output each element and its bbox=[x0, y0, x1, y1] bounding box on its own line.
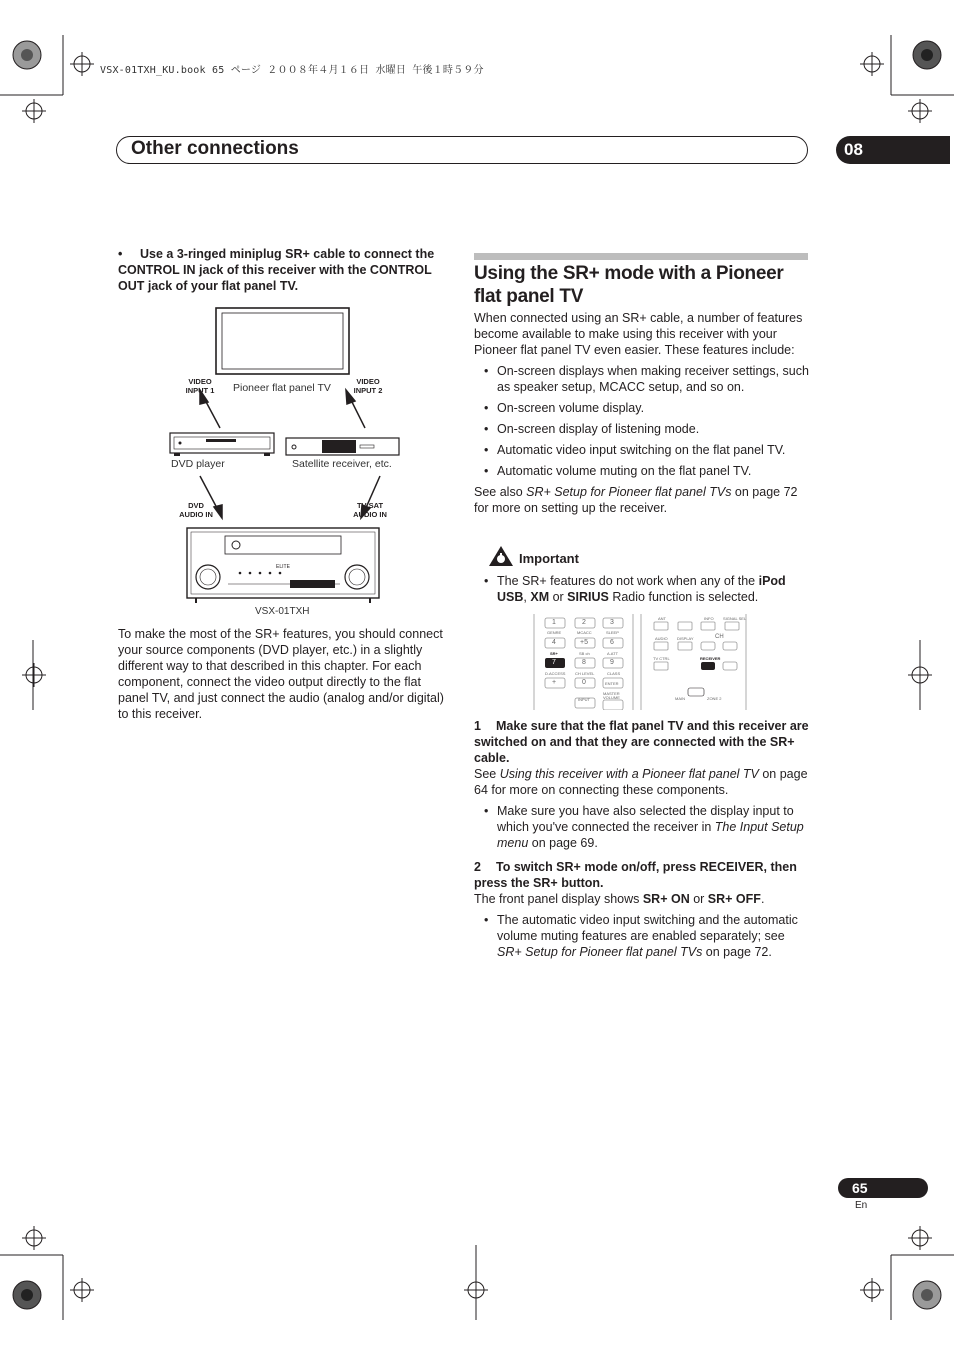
dvd-audio-in-label: DVD AUDIO IN bbox=[179, 501, 213, 519]
step-2-display: The front panel display shows SR+ ON or SR+ OFF. bbox=[474, 892, 765, 906]
tv-sat-audio-in-label: TV SAT AUDIO IN bbox=[353, 501, 387, 519]
important-title: Important bbox=[519, 551, 579, 566]
important-note bbox=[474, 573, 812, 610]
step-1-see: See Using this receiver with a Pioneer flat panel TV on page 64 for more on connecting these components. bbox=[474, 767, 808, 797]
step-1-title: 1 Make sure that the flat panel TV and this receiver are switched on and that they are connected with the SR+ cable. bbox=[474, 719, 809, 765]
bullet-instruction: • Use a 3-ringed miniplug SR+ cable to connect the CONTROL IN jack of this receiver with the CONTROL OUT jack of your flat panel TV. bbox=[118, 247, 435, 293]
satellite-receiver-icon bbox=[286, 438, 399, 455]
list-item: • On-screen display of listening mode. bbox=[474, 421, 812, 437]
step-1 bbox=[474, 718, 812, 856]
chapter-number: 08 bbox=[836, 136, 950, 164]
video-input-2-label: VIDEO INPUT 2 bbox=[353, 377, 383, 395]
receiver-label: VSX-01TXH bbox=[255, 606, 310, 617]
language-code: En bbox=[855, 1200, 868, 1211]
list-item: • The SR+ features do not work when any of the iPod USB, XM or SIRIUS Radio function is selected. bbox=[474, 573, 812, 605]
page-title: Other connections bbox=[131, 138, 299, 159]
list-item: • The automatic video input switching and the automatic volume muting features are enabled separately; see SR+ Setup for Pioneer flat panel TVs on page 72. bbox=[474, 912, 812, 960]
right-body bbox=[474, 310, 812, 516]
video-input-1-label: VIDEO INPUT 1 bbox=[185, 377, 215, 395]
list-item: • Make sure you have also selected the display input to which you've connected the receiver in The Input Setup menu on page 69. bbox=[474, 803, 812, 851]
sr-plus-paragraph: To make the most of the SR+ features, you should connect your source components (DVD player, etc.) in a slightly different way to that described in this chapter. For each component, connect the video output directly to the flat panel TV, and just connect the audio (analog and/or digital) to this receiver. bbox=[118, 627, 444, 721]
section-rule bbox=[474, 253, 808, 260]
see-also-text: See also SR+ Setup for Pioneer flat panel TVs on page 72 for more on setting up the receiver. bbox=[474, 485, 798, 515]
list-item: • Automatic video input switching on the flat panel TV. bbox=[474, 442, 812, 458]
receiver-brand: ELITE bbox=[276, 564, 290, 570]
remote-right-labels: ANT INFO SIGNAL SEL AUDIO DISPLAY CH TV CTRL RECEIVER MAIN ZONE 2 bbox=[653, 616, 747, 701]
page-number: 65 bbox=[838, 1178, 928, 1198]
remote-illustration bbox=[533, 614, 747, 710]
list-item: • On-screen displays when making receiver settings, such as speaker setup, MCACC setup, and so on. bbox=[474, 363, 812, 395]
dvd-player-label: DVD player bbox=[171, 458, 225, 470]
print-info: VSX-01TXH_KU.book 65 ページ ２００８年４月１６日 水曜日 午後１時５９分 bbox=[100, 65, 484, 76]
flat-panel-tv-icon bbox=[216, 308, 349, 374]
intro-paragraph: When connected using an SR+ cable, a number of features become available to make using this receiver with your Pioneer flat panel TV even easier. These features include: bbox=[474, 311, 803, 357]
important-icon bbox=[488, 545, 514, 567]
tv-label: Pioneer flat panel TV bbox=[233, 382, 331, 394]
list-item: • On-screen volume display. bbox=[474, 400, 812, 416]
features-list bbox=[474, 363, 812, 479]
satellite-label: Satellite receiver, etc. bbox=[292, 458, 392, 470]
dvd-player-icon bbox=[170, 433, 274, 456]
step-2-title: 2 To switch SR+ mode on/off, press RECEIVER, then press the SR+ button. bbox=[474, 860, 797, 890]
step-2 bbox=[474, 859, 812, 965]
list-item: • Automatic volume muting on the flat panel TV. bbox=[474, 463, 812, 479]
connection-diagram bbox=[160, 300, 420, 610]
remote-key-labels: 1 2 3 GENRE MCACC SLEEP 4 +5 6 SR+ SB ch A.ATT 7 8 9 D.ACCESS CH LEVEL CLASS + 0 ENTER INPUT MASTER VOLUME bbox=[545, 619, 621, 702]
section-title: Using the SR+ mode with a Pioneer flat panel TV bbox=[474, 263, 784, 307]
